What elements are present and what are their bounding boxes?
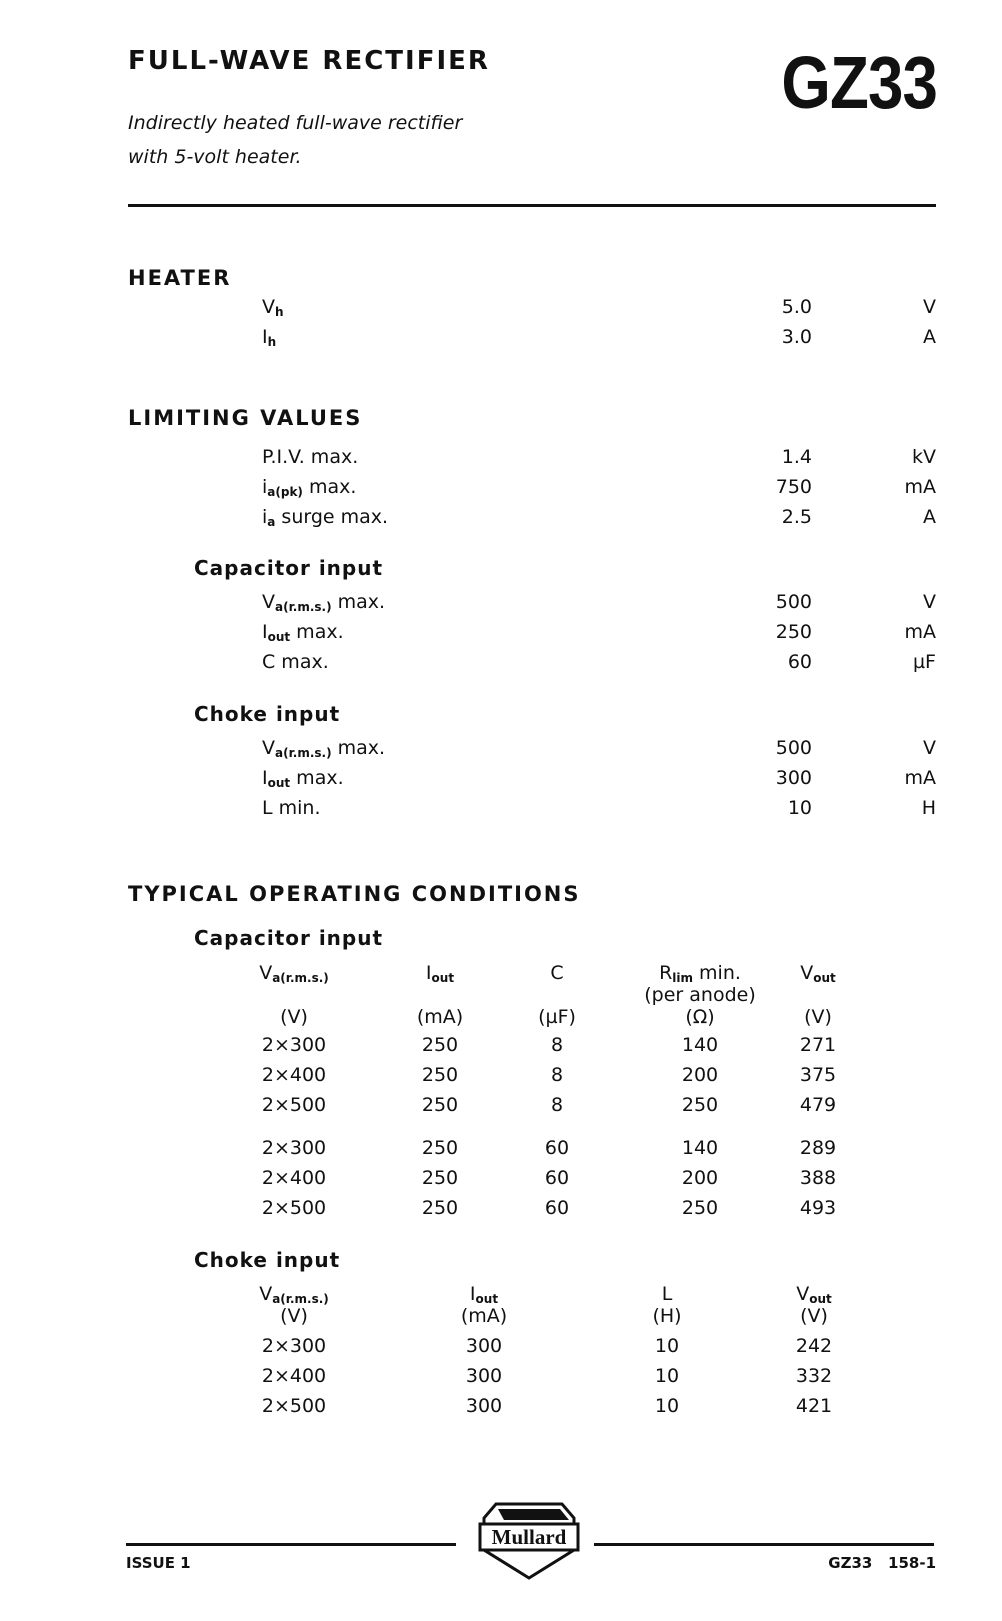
col-header-iout: $I_{out}$ — [425, 962, 455, 985]
table-cell: 140 — [681, 1137, 719, 1159]
limit-row-value: 60 — [787, 651, 812, 673]
limit-row-label: $i_a$ surge max. — [262, 506, 389, 529]
table-cell: 2×400 — [261, 1064, 327, 1086]
limit-row-value: 500 — [775, 591, 812, 613]
limit-row-value: 10 — [787, 797, 812, 819]
limit-row-value: 750 — [775, 476, 812, 498]
table-cell: 300 — [465, 1365, 503, 1387]
table-cell: 2×300 — [261, 1335, 327, 1357]
table-cell: 2×300 — [261, 1034, 327, 1056]
table-cell: 8 — [550, 1064, 564, 1086]
col-header-l: L — [661, 1283, 673, 1305]
subtitle — [128, 106, 462, 174]
table-cell: 271 — [799, 1034, 837, 1056]
typical-choke-heading: Choke input — [194, 1248, 341, 1272]
table-cell: 60 — [544, 1197, 570, 1219]
page-reference: GZ33 158-1 — [828, 1554, 936, 1572]
limit-row-value: 300 — [775, 767, 812, 789]
unit-header: (mA) — [460, 1305, 508, 1327]
unit-header: (Ω) — [685, 1006, 715, 1028]
limit-row-unit: mA — [904, 476, 936, 498]
table-cell: 140 — [681, 1034, 719, 1056]
limit-row-unit: A — [923, 506, 936, 528]
heater-voltage-label: $V_h$ — [262, 296, 284, 319]
table-cell: 250 — [421, 1064, 459, 1086]
model-number: GZ33 — [781, 41, 937, 124]
col-header-rlim: $R_{lim}$ min. — [659, 962, 741, 985]
unit-header: (V) — [804, 1006, 832, 1028]
limit-row-label: C max. — [262, 651, 329, 673]
col-header-va: $V_{a(r.m.s.)}$ — [259, 1283, 329, 1306]
limit-row-unit: µF — [912, 651, 936, 673]
table-cell: 250 — [681, 1094, 719, 1116]
heater-voltage-unit: V — [923, 296, 936, 318]
unit-header: (V) — [800, 1305, 828, 1327]
subtitle-line-2: with 5-volt heater. — [128, 146, 302, 168]
limit-row-unit: kV — [911, 446, 936, 468]
unit-header: (µF) — [538, 1006, 576, 1028]
unit-header: (V) — [280, 1305, 308, 1327]
limit-row-label: $I_{out}$ max. — [262, 767, 344, 790]
limit-row-label: $i_{a(pk)}$ max. — [262, 476, 357, 499]
table-cell: 388 — [799, 1167, 837, 1189]
table-cell: 421 — [795, 1395, 833, 1417]
limit-row-label: L min. — [262, 797, 321, 819]
footer-rule-left — [126, 1543, 456, 1546]
typical-capacitor-heading: Capacitor input — [194, 926, 384, 950]
table-cell: 2×500 — [261, 1094, 327, 1116]
col-header-rlim-note: (per anode) — [644, 984, 756, 1006]
footer-rule-right — [594, 1543, 934, 1546]
table-cell: 200 — [681, 1167, 719, 1189]
typical-conditions-heading: TYPICAL OPERATING CONDITIONS — [128, 882, 581, 906]
table-cell: 250 — [681, 1197, 719, 1219]
logo-text: Mullard — [491, 1525, 567, 1549]
mullard-logo — [474, 1500, 584, 1582]
table-cell: 289 — [799, 1137, 837, 1159]
table-cell: 8 — [550, 1094, 564, 1116]
unit-header: (H) — [652, 1305, 682, 1327]
issue-label: ISSUE 1 — [126, 1554, 191, 1572]
table-cell: 250 — [421, 1034, 459, 1056]
table-cell: 250 — [421, 1167, 459, 1189]
unit-header: (V) — [280, 1006, 308, 1028]
header-divider — [128, 204, 936, 207]
col-header-iout: $I_{out}$ — [469, 1283, 499, 1306]
table-cell: 332 — [795, 1365, 833, 1387]
page-title: FULL-WAVE RECTIFIER — [128, 46, 490, 76]
col-header-vout: $V_{out}$ — [796, 1283, 832, 1306]
heater-voltage-value: 5.0 — [781, 296, 812, 318]
table-cell: 300 — [465, 1335, 503, 1357]
limit-row-unit: mA — [904, 621, 936, 643]
limit-row-label: $I_{out}$ max. — [262, 621, 344, 644]
limit-row-value: 2.5 — [781, 506, 812, 528]
table-cell: 2×500 — [261, 1395, 327, 1417]
limit-row-label: $V_{a(r.m.s.)}$ max. — [262, 737, 386, 760]
limit-choke-heading: Choke input — [194, 702, 341, 726]
table-cell: 250 — [421, 1137, 459, 1159]
limit-row-value: 1.4 — [781, 446, 812, 468]
heater-current-unit: A — [923, 326, 936, 348]
limit-row-unit: H — [921, 797, 936, 819]
table-cell: 2×300 — [261, 1137, 327, 1159]
col-header-va: $V_{a(r.m.s.)}$ — [259, 962, 329, 985]
table-cell: 2×500 — [261, 1197, 327, 1219]
table-cell: 300 — [465, 1395, 503, 1417]
limit-row-value: 500 — [775, 737, 812, 759]
limit-row-label: P.I.V. max. — [262, 446, 359, 468]
table-cell: 10 — [654, 1365, 680, 1387]
col-header-vout: $V_{out}$ — [800, 962, 836, 985]
table-cell: 250 — [421, 1197, 459, 1219]
limit-row-unit: mA — [904, 767, 936, 789]
limit-row-value: 250 — [775, 621, 812, 643]
col-header-c: C — [550, 962, 564, 984]
table-cell: 250 — [421, 1094, 459, 1116]
table-cell: 242 — [795, 1335, 833, 1357]
table-cell: 375 — [799, 1064, 837, 1086]
table-cell: 2×400 — [261, 1167, 327, 1189]
limiting-values-heading: LIMITING VALUES — [128, 406, 363, 430]
table-cell: 60 — [544, 1167, 570, 1189]
subtitle-line-1: Indirectly heated full-wave rectifier — [128, 112, 463, 134]
heater-current-value: 3.0 — [781, 326, 812, 348]
table-cell: 2×400 — [261, 1365, 327, 1387]
table-cell: 8 — [550, 1034, 564, 1056]
table-cell: 60 — [544, 1137, 570, 1159]
unit-header: (mA) — [416, 1006, 464, 1028]
heater-heading: HEATER — [128, 266, 232, 290]
limit-capacitor-heading: Capacitor input — [194, 556, 384, 580]
table-cell: 200 — [681, 1064, 719, 1086]
table-cell: 479 — [799, 1094, 837, 1116]
logo-top-band — [498, 1509, 569, 1520]
limit-row-unit: V — [923, 591, 936, 613]
table-cell: 10 — [654, 1335, 680, 1357]
limit-row-unit: V — [923, 737, 936, 759]
heater-current-label: $I_h$ — [262, 326, 277, 349]
limit-row-label: $V_{a(r.m.s.)}$ max. — [262, 591, 386, 614]
table-cell: 10 — [654, 1395, 680, 1417]
table-cell: 493 — [799, 1197, 837, 1219]
